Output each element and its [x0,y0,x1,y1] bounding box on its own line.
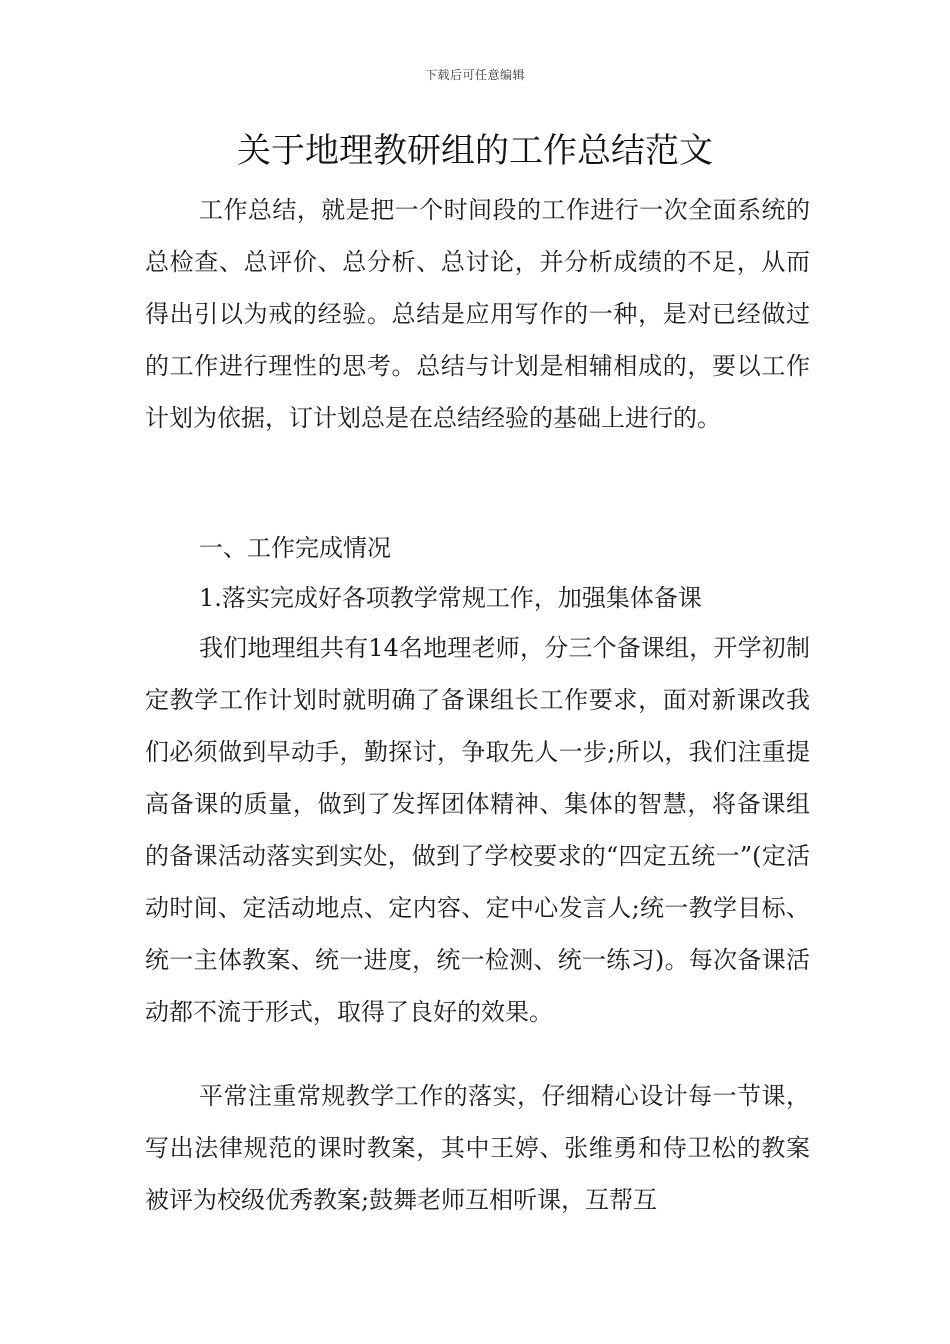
intro-paragraph: 工作总结，就是把一个时间段的工作进行一次全面系统的总检查、总评价、总分析、总讨论，并分析成绩的不足，从而得出引以为戒的经验。总结是应用写作的一种，是对已经做过的工作进行理性的思考。总结与计划是相辅相成的，要以工作计划为依据，订计划总是在总结经验的基础上进行的。 [145,196,810,432]
subsection-heading: 1.落实完成好各项教学常规工作，加强集体备课 [199,584,702,612]
body-paragraph-1: 我们地理组共有14名地理老师，分三个备课组，开学初制定教学工作计划时就明确了备课组长工作要求，面对新课改我们必须做到早动手，勤探讨，争取先人一步;所以，我们注重提高备课的质量，做到了发挥团体精神、集体的智慧，将备课组的备课活动落实到实处，做到了学校要求的“四定五统一”(定活动时间、定活动地点、定内容、定中心发言人;统一教学目标、统一主体教案、统一进度，统一检测、统一练习)。每次备课活动都不流于形式，取得了良好的效果。 [145,634,810,1026]
section-heading: 一、工作完成情况 [199,534,391,562]
header-note: 下载后可任意编辑 [424,68,525,82]
body-paragraph-2: 平常注重常规教学工作的落实，仔细精心设计每一节课，写出法律规范的课时教案，其中王婷、张维勇和侍卫松的教案被评为校级优秀教案;鼓舞老师互相听课，互帮互 [145,1082,810,1214]
document-title: 关于地理教研组的工作总结范文 [237,131,713,171]
